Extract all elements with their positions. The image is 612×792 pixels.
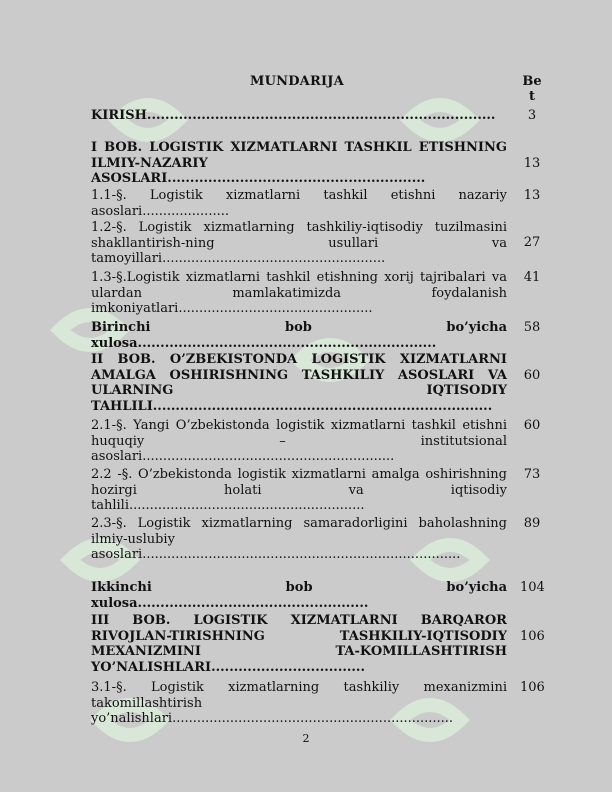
toc-entry-1-1: 1.1-§. Logistik xizmatlarni tashkil etishni nazariy asoslari..................... — [91, 188, 507, 219]
toc-page-1-1: 13 — [523, 188, 541, 203]
toc-heading: MUNDARIJA — [250, 74, 344, 89]
toc-entry-1-3: 1.3-§.Logistik xizmatlarni tashkil etishning xorij tajribalari va ulardan mamlakatimizda foydalanish imkoniyatlari............................................... — [91, 270, 507, 316]
toc-entry-chapter-3: III BOB. LOGISTIK XIZMATLARNI BARQAROR RIVOJLAN-TIRISHNING TASHKILIY-IQTISODIY MEXANIZMINI TA-KOMILLASHTIRISH YO’NALISHLARI.................................. — [91, 613, 507, 675]
toc-entry-3-1: 3.1-§. Logistik xizmatlarning tashkiliy mexanizmini takomillashtirish yo’nalishlari.................................................................... — [91, 680, 507, 726]
toc-page-conclusion-2: 104 — [520, 580, 545, 595]
toc-entry-chapter-2: II BOB. O’ZBEKISTONDA LOGISTIK XIZMATLARNI AMALGA OSHIRISHNING TASHKILIY ASOSLARI VA ULARNING IQTISODIY TAHLILI........................................................................... — [91, 352, 507, 414]
toc-entry-2-1: 2.1-§. Yangi O’zbekistonda logistik xizmatlarni tashkil etishni huquqiy – institutsional asoslari............................................................. — [91, 418, 507, 464]
toc-page-kirish: 3 — [527, 108, 537, 123]
toc-page-chapter-2: 60 — [523, 368, 541, 383]
toc-page-2-1: 60 — [523, 418, 541, 433]
toc-entry-2-3: 2.3-§. Logistik xizmatlarning samaradorligini baholashning ilmiy-uslubiy asoslari............................................................................. — [91, 516, 507, 562]
toc-page-conclusion-1: 58 — [523, 320, 541, 335]
toc-entry-chapter-1: I BOB. LOGISTIK XIZMATLARNI TASHKIL ETISHNING ILMIY-NAZARIY ASOSLARI......................................................... — [91, 140, 507, 186]
toc-entry-conclusion-1: Birinchi bob bo’yicha xulosa.................................................................. — [91, 320, 507, 351]
toc-entry-kirish: KIRISH............................................................................. — [91, 108, 496, 123]
toc-page-1-2: 27 — [523, 235, 541, 250]
toc-page-2-2: 73 — [523, 467, 541, 482]
toc-page-chapter-1: 13 — [523, 156, 541, 171]
toc-page-2-3: 89 — [523, 516, 541, 531]
toc-page-1-3: 41 — [523, 270, 541, 285]
toc-entry-conclusion-2: Ikkinchi bob bo’yicha xulosa................................................... — [91, 580, 507, 611]
toc-page-chapter-3: 106 — [520, 629, 545, 644]
toc-entry-2-2: 2.2 -§. O’zbekistonda logistik xizmatlarni amalga oshirishning hozirgi holati va iqtisodiy tahlili......................................................... — [91, 467, 507, 513]
toc-entry-1-2: 1.2-§. Logistik xizmatlarning tashkiliy-iqtisodiy tuzilmasini shakllantirish-ning usullari va tamoyillari...................................................... — [91, 220, 507, 266]
toc-page-3-1: 106 — [520, 680, 545, 695]
page-column-header: Be t — [522, 74, 542, 104]
page-number: 2 — [302, 732, 310, 745]
